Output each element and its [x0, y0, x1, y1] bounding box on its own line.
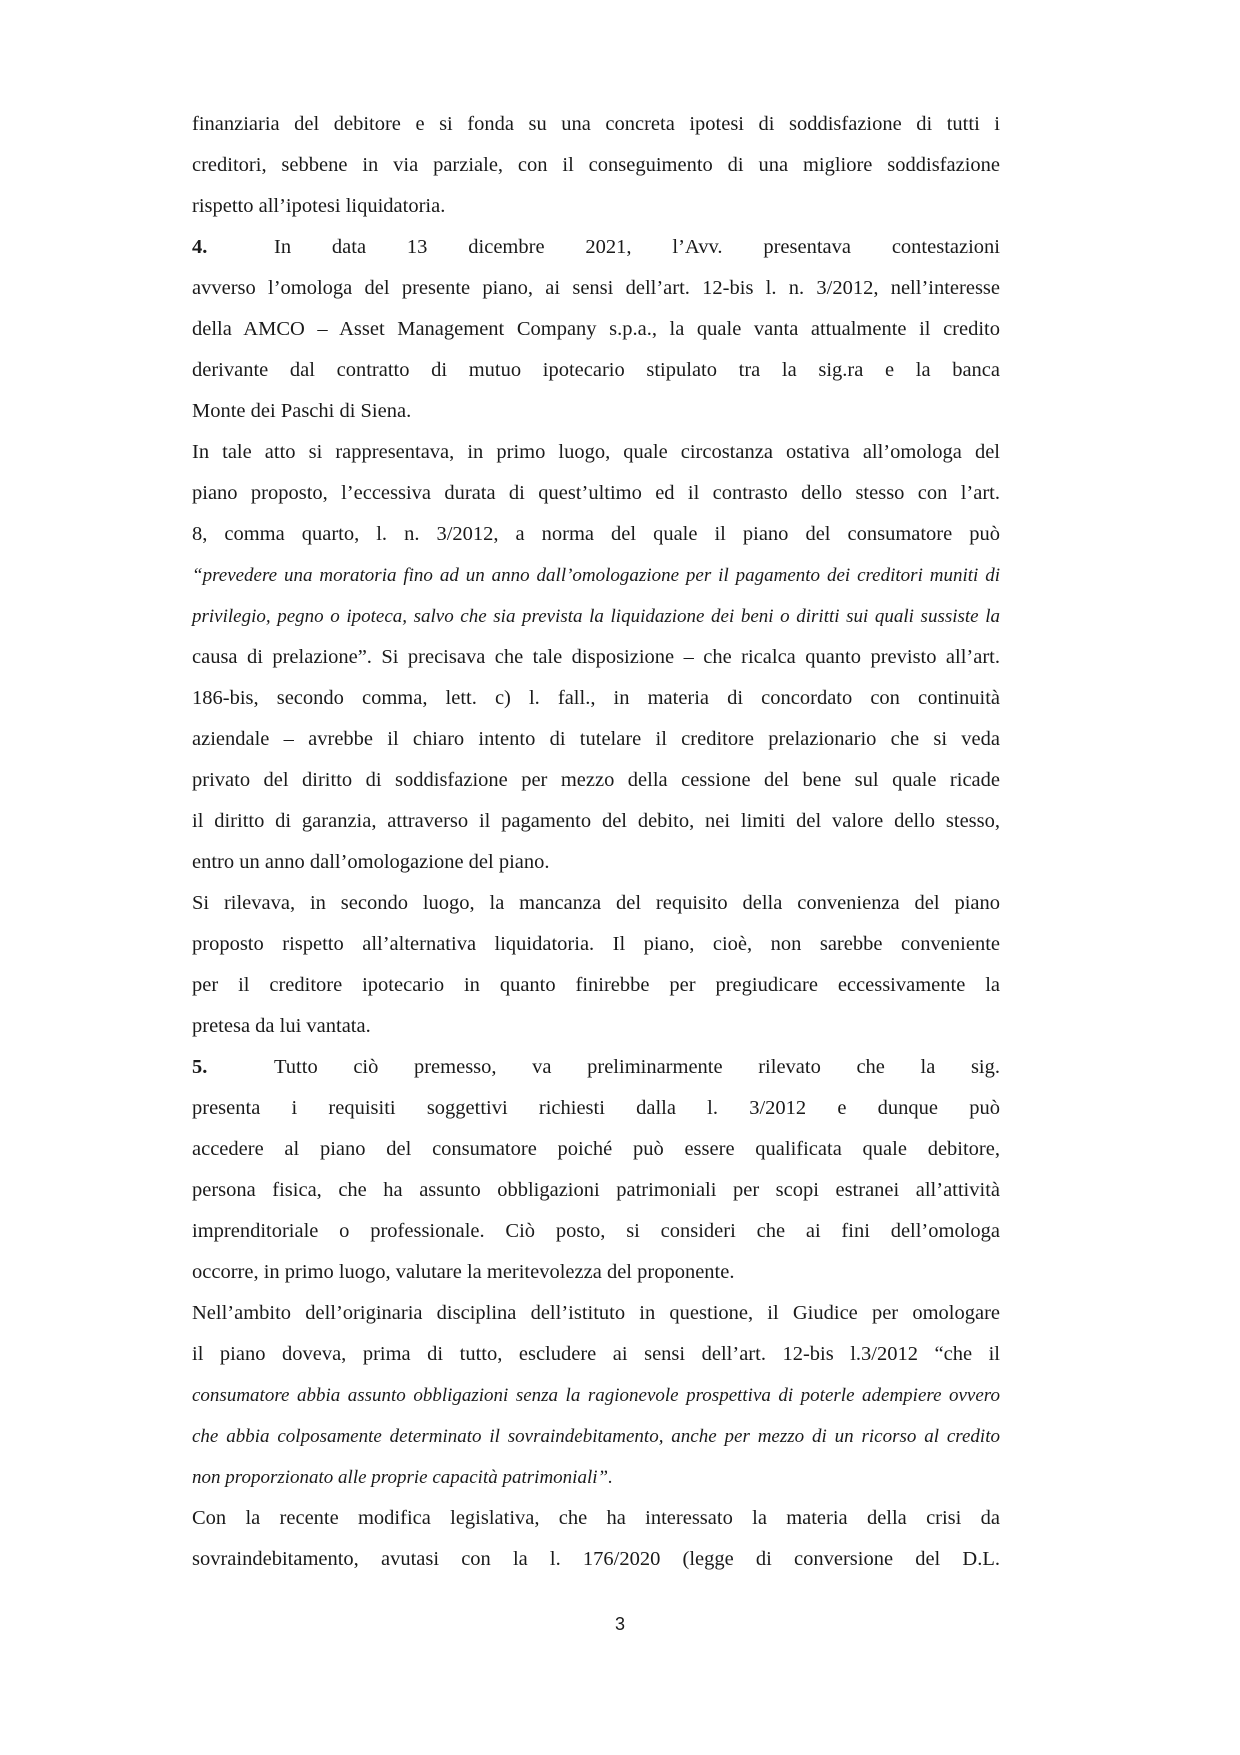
text-line: 8, comma quarto, l. n. 3/2012, a norma del quale il piano del consumatore può — [192, 523, 1000, 545]
quoted-law-line: consumatore abbia assunto obbligazioni senza la ragionevole prospettiva di poterle adempiere ovvero — [192, 1385, 1000, 1406]
text-line: aziendale – avrebbe il chiaro intento di tutelare il creditore prelazionario che si veda — [192, 728, 1000, 750]
text-line: In tale atto si rappresentava, in primo luogo, quale circostanza ostativa all’omologa del — [192, 441, 1000, 463]
text-line: Nell’ambito dell’originaria disciplina dell’istituto in questione, il Giudice per omologare — [192, 1302, 1000, 1324]
text-line: entro un anno dall’omologazione del piano. — [192, 851, 550, 873]
text-line: finanziaria del debitore e si fonda su una concreta ipotesi di soddisfazione di tutti i — [192, 113, 1000, 135]
text-line: della AMCO – Asset Management Company s.p.a., la quale vanta attualmente il credito — [192, 318, 1000, 340]
text-line: avverso l’omologa del presente piano, ai sensi dell’art. 12-bis l. n. 3/2012, nell’interesse — [192, 277, 1000, 299]
page-number: 3 — [614, 1614, 625, 1634]
quoted-law-line: non proporzionato alle proprie capacità patrimoniali”. — [192, 1467, 613, 1488]
text-line: sovraindebitamento, avutasi con la l. 176/2020 (legge di conversione del D.L. — [192, 1548, 1000, 1570]
text-line: Si rilevava, in secondo luogo, la mancanza del requisito della convenienza del piano — [192, 892, 1000, 914]
text-line: creditori, sebbene in via parziale, con il conseguimento di una migliore soddisfazione — [192, 154, 1000, 176]
paragraph-5-first-line — [192, 1047, 1000, 1088]
quoted-law-line: che abbia colposamente determinato il sovraindebitamento, anche per mezzo di un ricorso al credito — [192, 1426, 1000, 1447]
text-line: il piano doveva, prima di tutto, escludere ai sensi dell’art. 12-bis l.3/2012 “che il — [192, 1343, 1000, 1365]
paragraph-number: 4. — [192, 236, 208, 258]
document-body — [192, 104, 1000, 1580]
text-line: accedere al piano del consumatore poiché può essere qualificata quale debitore, — [192, 1138, 1000, 1160]
text-line: In data 13 dicembre 2021, l’Avv. presentava contestazioni — [274, 236, 1000, 258]
text-line: Monte dei Paschi di Siena. — [192, 400, 412, 422]
text-line: 186-bis, secondo comma, lett. c) l. fall., in materia di concordato con continuità — [192, 687, 1000, 709]
paragraph-4-first-line — [192, 227, 1000, 268]
text-line: piano proposto, l’eccessiva durata di quest’ultimo ed il contrasto dello stesso con l’art. — [192, 482, 1000, 504]
quoted-law-line: privilegio, pegno o ipoteca, salvo che sia prevista la liquidazione dei beni o diritti sui quali sussiste la — [192, 606, 1000, 627]
text-line: Con la recente modifica legislativa, che ha interessato la materia della crisi da — [192, 1507, 1000, 1529]
text-line: presenta i requisiti soggettivi richiesti dalla l. 3/2012 e dunque può — [192, 1097, 1000, 1119]
text-line: per il creditore ipotecario in quanto finirebbe per pregiudicare eccessivamente la — [192, 974, 1000, 996]
text-line: occorre, in primo luogo, valutare la meritevolezza del proponente. — [192, 1261, 735, 1283]
text-line: derivante dal contratto di mutuo ipotecario stipulato tra la sig.ra e la banca — [192, 359, 1000, 381]
text-line: persona fisica, che ha assunto obbligazioni patrimoniali per scopi estranei all’attività — [192, 1179, 1000, 1201]
text-line: rispetto all’ipotesi liquidatoria. — [192, 195, 446, 217]
quoted-law-line: “prevedere una moratoria fino ad un anno dall’omologazione per il pagamento dei creditori muniti di — [192, 565, 1000, 586]
text-line: privato del diritto di soddisfazione per mezzo della cessione del bene sul quale ricade — [192, 769, 1000, 791]
text-line: causa di prelazione”. Si precisava che tale disposizione – che ricalca quanto previsto all’art. — [192, 646, 1000, 668]
text-line: Tutto ciò premesso, va preliminarmente rilevato che la sig. — [274, 1056, 1000, 1078]
text-line: il diritto di garanzia, attraverso il pagamento del debito, nei limiti del valore dello stesso, — [192, 810, 1000, 832]
text-line: proposto rispetto all’alternativa liquidatoria. Il piano, cioè, non sarebbe conveniente — [192, 933, 1000, 955]
text-line: pretesa da lui vantata. — [192, 1015, 371, 1037]
paragraph-number: 5. — [192, 1056, 208, 1078]
text-line: imprenditoriale o professionale. Ciò posto, si consideri che ai fini dell’omologa — [192, 1220, 1000, 1242]
